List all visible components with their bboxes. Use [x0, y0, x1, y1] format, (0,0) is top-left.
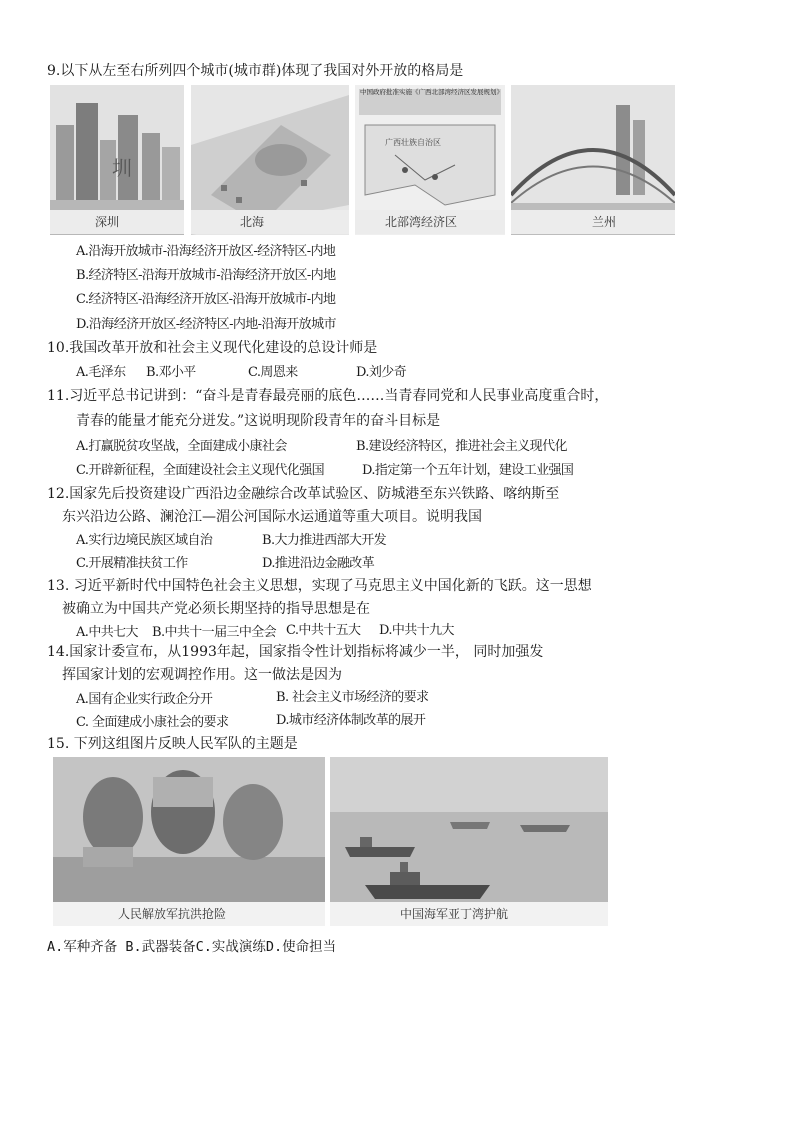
- q11-option-b: B.建设经济特区，推进社会主义现代化: [356, 439, 567, 454]
- q10-option-a: A.毛泽东: [76, 365, 126, 380]
- lanzhou-caption: 兰州: [592, 215, 617, 229]
- q9-option-a: A.沿海开放城市-沿海经济开放区-经济特区-内地: [76, 244, 336, 259]
- q11-stem-line2: 青春的能量才能充分迸发。”这说明现阶段青年的奋斗目标是: [76, 413, 441, 429]
- beibu-map-header: 中国政府批准实施《广西北部湾经济区发展规划》: [360, 88, 503, 96]
- q14-option-b: B. 社会主义市场经济的要求: [276, 690, 429, 705]
- q12-option-c: C.开展精准扶贫工作: [76, 556, 188, 571]
- beihai-caption: 北海: [240, 215, 265, 229]
- q10-option-d: D.刘少奇: [356, 365, 407, 380]
- q10-stem: 10.我国改革开放和社会主义现代化建设的总设计师是: [47, 340, 378, 356]
- flood-rescue-image: [53, 757, 325, 907]
- q12-option-d: D.推进沿边金融改革: [262, 556, 375, 571]
- q14-stem-line2: 挥国家计划的宏观调控作用。这一做法是因为: [62, 667, 342, 683]
- q9-stem: 9.以下从左至右所列四个城市(城市群)体现了我国对外开放的格局是: [47, 63, 464, 79]
- q11-option-c: C.开辟新征程，全面建设社会主义现代化强国: [76, 463, 325, 478]
- beibu-caption: 北部湾经济区: [385, 215, 458, 229]
- q11-stem-line1: 11.习近平总书记讲到：“奋斗是青春最亮丽的底色……当青春同党和人民事业高度重合时，: [47, 388, 609, 404]
- q9-option-b: B.经济特区-沿海开放城市-沿海经济开放区-内地: [76, 268, 336, 283]
- beihai-caption-bar: [191, 210, 349, 234]
- svg-text:圳: 圳: [112, 156, 132, 180]
- q13-option-c: C.中共十五大: [286, 623, 361, 638]
- q10-option-c: C.周恩来: [248, 365, 298, 380]
- q13-stem-line2: 被确立为中国共产党必须长期坚持的指导思想是在: [62, 601, 370, 617]
- gulf-of-aden-escort-image: [330, 757, 608, 907]
- q9-option-d: D.沿海经济开放区-经济特区-内地-沿海开放城市: [76, 317, 336, 332]
- gulf-of-aden-caption: 中国海军亚丁湾护航: [400, 907, 509, 921]
- q13-option-d: D.中共十九大: [379, 623, 454, 638]
- q12-stem-line1: 12.国家先后投资建设广西沿边金融综合改革试验区、防城港至东兴铁路、喀纳斯至: [47, 486, 560, 502]
- q14-stem-line1: 14.国家计委宣布，从1993年起，国家指令性计划指标将减少一半， 同时加强发: [47, 644, 544, 660]
- q9-option-c: C.经济特区-沿海经济开放区-沿海开放城市-内地: [76, 292, 336, 307]
- q11-option-a: A.打赢脱贫攻坚战，全面建成小康社会: [76, 439, 287, 454]
- q14-option-a: A.国有企业实行政企分开: [76, 692, 213, 707]
- q12-stem-line2: 东兴沿边公路、澜沧江—湄公河国际水运通道等重大项目。说明我国: [62, 509, 482, 525]
- q10-option-b: B.邓小平: [146, 365, 196, 380]
- q15-answer-options: A.军种齐备 B.武器装备C.实战演练D.使命担当: [47, 939, 337, 955]
- flood-rescue-photo: [53, 757, 325, 907]
- q11-option-d: D.指定第一个五年计划，建设工业强国: [362, 463, 574, 478]
- q14-option-c: C. 全面建成小康社会的要求: [76, 715, 229, 730]
- flood-rescue-caption: 人民解放军抗洪抢险: [118, 907, 227, 921]
- q12-option-a: A.实行边境民族区域自治: [76, 533, 213, 548]
- q12-option-b: B.大力推进西部大开发: [262, 533, 387, 548]
- q15-stem: 15. 下列这组图片反映人民军队的主题是: [47, 736, 298, 752]
- beibu-map-label: 广西壮族自治区: [385, 138, 441, 147]
- shenzhen-caption: 深圳: [95, 215, 120, 229]
- q14-option-d: D.城市经济体制改革的展开: [276, 713, 426, 728]
- q13-option-a: A.中共七大: [76, 625, 138, 640]
- q13-stem-line1: 13. 习近平新时代中国特色社会主义思想，实现了马克思主义中国化新的飞跃。这一思想: [47, 578, 592, 594]
- q13-option-b: B.中共十一届三中全会: [152, 625, 277, 640]
- gulf-of-aden-escort-photo: [330, 757, 608, 907]
